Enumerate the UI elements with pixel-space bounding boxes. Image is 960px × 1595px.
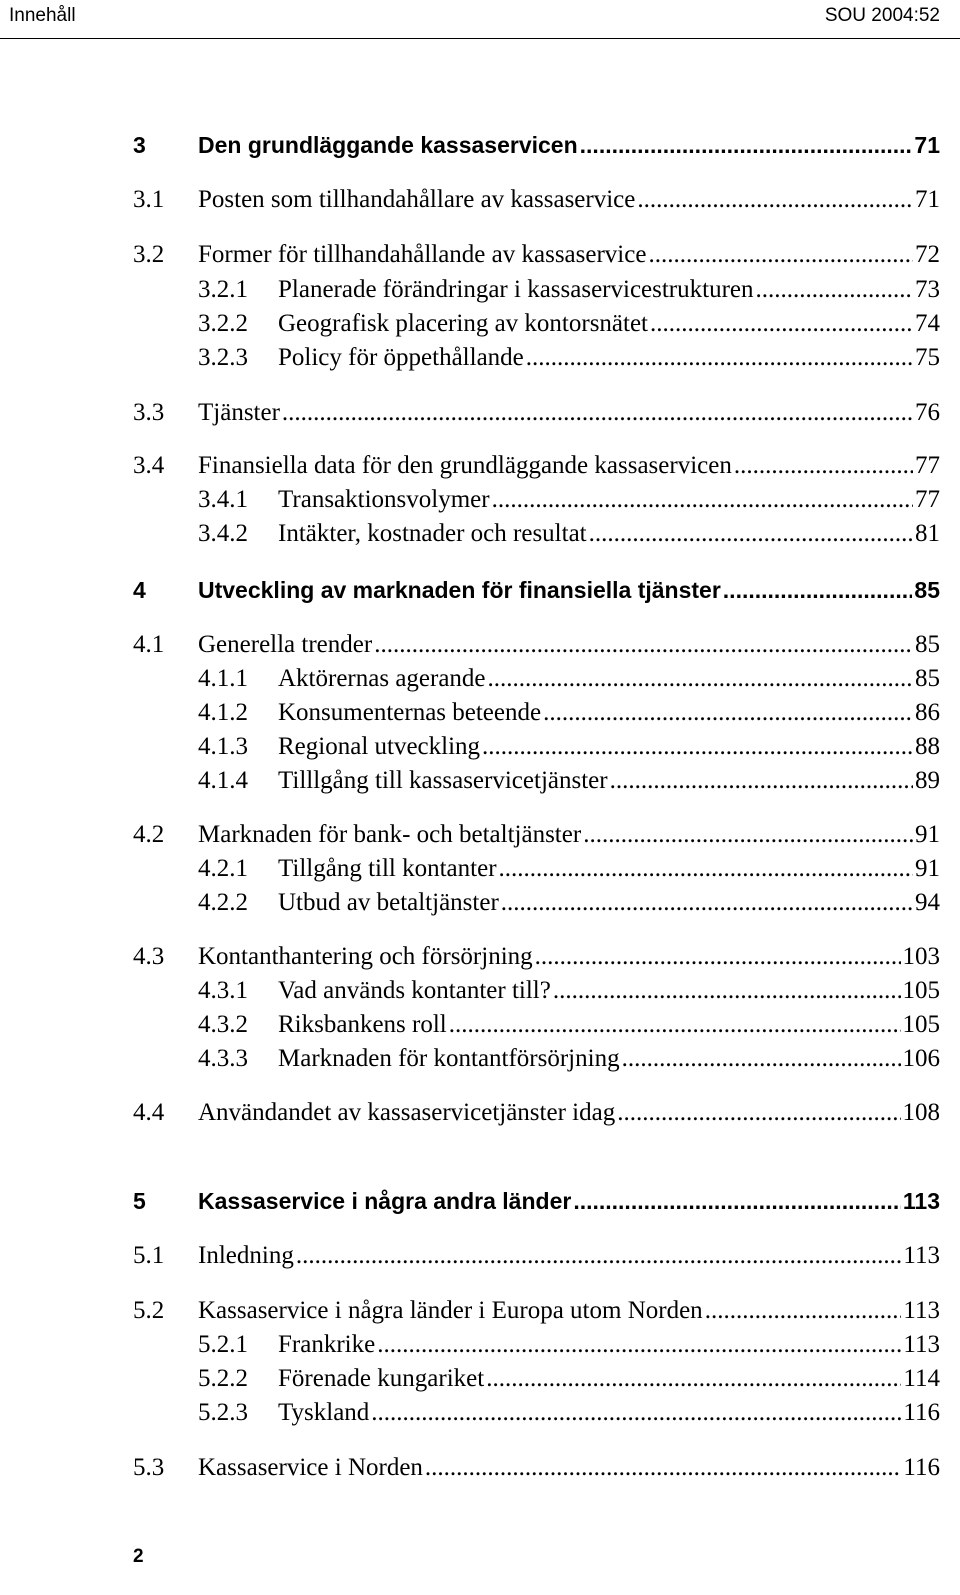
toc-dot-leader [583, 817, 913, 853]
toc-dot-leader [589, 516, 913, 552]
toc-entry-title: Intäkter, kostnader och resultat [278, 520, 587, 547]
toc-entry-number: 5.2.1 [198, 1331, 248, 1358]
toc-dot-leader [622, 1041, 901, 1077]
toc-entry-subsection[interactable] [0, 1395, 960, 1431]
toc-entry-title: Regional utveckling [278, 733, 481, 760]
toc-entry-subsection[interactable] [0, 272, 960, 308]
toc-entry-page: 73 [915, 276, 940, 303]
toc-dot-leader [573, 1183, 901, 1219]
toc-entry-subsection[interactable] [0, 340, 960, 376]
toc-entry-number: 3.2 [133, 241, 165, 268]
toc-entry-page: 76 [915, 399, 940, 426]
toc-entry-number: 3.3 [133, 399, 165, 426]
toc-entry-number: 5.2.3 [198, 1399, 248, 1426]
toc-dot-leader [486, 1361, 901, 1397]
toc-dot-leader [499, 851, 913, 887]
toc-dot-leader [553, 973, 901, 1009]
toc-entry-number: 4.3 [133, 943, 165, 970]
toc-entry-number: 3.2.3 [198, 344, 248, 371]
toc-entry-page: 116 [903, 1399, 940, 1426]
toc-entry-page: 113 [903, 1242, 940, 1269]
toc-entry-number: 5 [133, 1188, 146, 1214]
toc-entry[interactable] [0, 1293, 960, 1329]
toc-entry-page: 85 [915, 665, 940, 692]
toc-entry-title: Marknaden för bank- och betaltjänster [198, 821, 582, 848]
running-header-section: Innehåll [9, 5, 76, 26]
toc-entry-page: 85 [915, 631, 940, 658]
toc-entry-page: 116 [903, 1454, 940, 1481]
toc-entry-title: Kassaservice i några andra länder [198, 1188, 572, 1214]
toc-entry-title: Policy för öppethållande [278, 344, 524, 371]
toc-dot-leader [756, 272, 913, 308]
toc-entry-title: Generella trender [198, 631, 373, 658]
toc-entry-number: 4.1.1 [198, 665, 248, 692]
toc-entry[interactable] [0, 817, 960, 853]
toc-dot-leader [377, 1327, 901, 1363]
toc-entry-number: 4.2.2 [198, 889, 248, 916]
toc-entry-subsection[interactable] [0, 482, 960, 518]
toc-entry-number: 3.4 [133, 452, 165, 479]
toc-entry-number: 5.2 [133, 1297, 165, 1324]
toc-dot-leader [535, 939, 901, 975]
toc-entry-number: 3.4.2 [198, 520, 248, 547]
toc-entry-title: Geografisk placering av kontorsnätet [278, 310, 649, 337]
toc-entry[interactable] [0, 182, 960, 218]
toc-entry-subsection[interactable] [0, 1007, 960, 1043]
toc-entry-page: 113 [903, 1297, 940, 1324]
toc-entry-title: Vad används kontanter till? [278, 977, 551, 1004]
toc-dot-leader [723, 572, 913, 608]
toc-entry-number: 5.1 [133, 1242, 165, 1269]
toc-entry[interactable] [0, 237, 960, 273]
toc-dot-leader [501, 885, 913, 921]
toc-entry-subsection[interactable] [0, 695, 960, 731]
toc-entry-page: 81 [915, 520, 940, 547]
toc-entry-title: Kassaservice i Norden [198, 1454, 423, 1481]
toc-entry-number: 5.3 [133, 1454, 165, 1481]
toc-entry[interactable] [0, 448, 960, 484]
toc-entry[interactable] [0, 1238, 960, 1274]
toc-entry-page: 114 [903, 1365, 940, 1392]
toc-entry-title: Posten som tillhandahållare av kassaservice [198, 186, 636, 213]
toc-entry-title: Utbud av betaltjänster [278, 889, 499, 916]
toc-entry-page: 105 [902, 977, 940, 1004]
toc-entry-number: 4.1.2 [198, 699, 248, 726]
toc-entry-title: Konsumenternas beteende [278, 699, 542, 726]
toc-dot-leader [617, 1095, 900, 1131]
toc-entry-number: 3.2.1 [198, 276, 248, 303]
toc-entry-page: 75 [915, 344, 940, 371]
toc-entry-title: Riksbankens roll [278, 1011, 447, 1038]
toc-entry-number: 3 [133, 132, 146, 158]
toc-entry-number: 4.1.4 [198, 767, 248, 794]
toc-entry-number: 4 [133, 577, 146, 603]
toc-entry-title: Tillgång till kontanter [278, 855, 497, 882]
toc-entry-number: 3.1 [133, 186, 165, 213]
toc-entry-title: Tjänster [198, 399, 280, 426]
toc-entry-number: 4.2 [133, 821, 165, 848]
toc-dot-leader [296, 1238, 902, 1274]
toc-entry[interactable] [0, 395, 960, 431]
toc-dot-leader [610, 763, 913, 799]
toc-entry-number: 4.4 [133, 1099, 165, 1126]
toc-entry[interactable] [0, 1095, 960, 1131]
toc-entry[interactable] [0, 627, 960, 663]
toc-dot-leader [580, 127, 913, 163]
toc-entry-subsection[interactable] [0, 763, 960, 799]
toc-entry-title: Tilllgång till kassaservicetjänster [278, 767, 608, 794]
toc-entry-page: 86 [915, 699, 940, 726]
toc-dot-leader [637, 182, 913, 218]
toc-entry-subsection[interactable] [0, 851, 960, 887]
toc-entry-page: 89 [915, 767, 940, 794]
toc-entry-page: 77 [915, 486, 940, 513]
toc-entry-number: 4.3.2 [198, 1011, 248, 1038]
toc-dot-leader [705, 1293, 902, 1329]
toc-entry-subsection[interactable] [0, 1361, 960, 1397]
toc-dot-leader [492, 482, 913, 518]
toc-entry-title: Utveckling av marknaden för finansiella tjänster [198, 577, 721, 603]
toc-dot-leader [449, 1007, 901, 1043]
toc-entry-page: 91 [915, 855, 940, 882]
toc-entry-page: 94 [915, 889, 940, 916]
running-header-document-id: SOU 2004:52 [824, 5, 940, 26]
page-number: 2 [133, 1546, 144, 1567]
toc-entry-page: 103 [902, 943, 940, 970]
toc-entry-page: 106 [902, 1045, 940, 1072]
toc-entry-title: Den grundläggande kassaservicen [198, 132, 578, 158]
toc-entry-title: Aktörernas agerande [278, 665, 486, 692]
toc-entry-title: Inledning [198, 1242, 294, 1269]
toc-entry-title: Transaktionsvolymer [278, 486, 490, 513]
toc-entry-page: 113 [903, 1331, 940, 1358]
toc-dot-leader [371, 1395, 901, 1431]
toc-entry-title: Marknaden för kontantförsörjning [278, 1045, 620, 1072]
toc-entry-chapter[interactable] [0, 127, 960, 163]
toc-dot-leader [650, 306, 913, 342]
toc-entry-subsection[interactable] [0, 306, 960, 342]
toc-dot-leader [282, 395, 913, 431]
toc-dot-leader [543, 695, 913, 731]
toc-entry-subsection[interactable] [0, 973, 960, 1009]
toc-entry-title: Kassaservice i några länder i Europa utom Norden [198, 1297, 703, 1324]
toc-entry-page: 108 [902, 1099, 940, 1126]
toc-entry[interactable] [0, 939, 960, 975]
toc-entry-subsection[interactable] [0, 729, 960, 765]
toc-dot-leader [482, 729, 913, 765]
toc-entry-title: Tyskland [278, 1399, 370, 1426]
toc-entry-number: 4.2.1 [198, 855, 248, 882]
toc-entry-number: 5.2.2 [198, 1365, 248, 1392]
toc-entry-page: 105 [902, 1011, 940, 1038]
toc-dot-leader [374, 627, 913, 663]
toc-entry-chapter[interactable] [0, 572, 960, 608]
toc-dot-leader [734, 448, 913, 484]
toc-entry-title: Finansiella data för den grundläggande kassaservicen [198, 452, 732, 479]
toc-entry[interactable] [0, 1450, 960, 1486]
toc-entry-number: 4.3.3 [198, 1045, 248, 1072]
toc-entry-subsection[interactable] [0, 1041, 960, 1077]
toc-entry-page: 74 [915, 310, 940, 337]
toc-entry-number: 3.2.2 [198, 310, 248, 337]
toc-entry-subsection[interactable] [0, 1327, 960, 1363]
toc-entry-title: Förenade kungariket [278, 1365, 485, 1392]
toc-entry-page: 91 [915, 821, 940, 848]
toc-entry-subsection[interactable] [0, 516, 960, 552]
toc-entry-page: 85 [914, 577, 940, 603]
toc-dot-leader [526, 340, 913, 376]
toc-entry-title: Användandet av kassaservicetjänster idag [198, 1099, 616, 1126]
toc-entry-number: 3.4.1 [198, 486, 248, 513]
toc-entry-page: 71 [914, 132, 940, 158]
toc-entry-title: Former för tillhandahållande av kassaservice [198, 241, 647, 268]
toc-entry-title: Planerade förändringar i kassaservicestrukturen [278, 276, 754, 303]
toc-dot-leader [425, 1450, 902, 1486]
toc-entry-title: Kontanthantering och försörjning [198, 943, 533, 970]
toc-entry-page: 77 [915, 452, 940, 479]
toc-entry-number: 4.1.3 [198, 733, 248, 760]
toc-entry-page: 71 [915, 186, 940, 213]
toc-entry-chapter[interactable] [0, 1183, 960, 1219]
toc-entry-page: 72 [915, 241, 940, 268]
toc-entry-page: 113 [902, 1188, 940, 1214]
toc-entry-page: 88 [915, 733, 940, 760]
toc-entry-subsection[interactable] [0, 661, 960, 697]
toc-entry-number: 4.1 [133, 631, 165, 658]
toc-entry-number: 4.3.1 [198, 977, 248, 1004]
toc-dot-leader [648, 237, 913, 273]
toc-entry-title: Frankrike [278, 1331, 376, 1358]
toc-entry-subsection[interactable] [0, 885, 960, 921]
toc-dot-leader [488, 661, 913, 697]
